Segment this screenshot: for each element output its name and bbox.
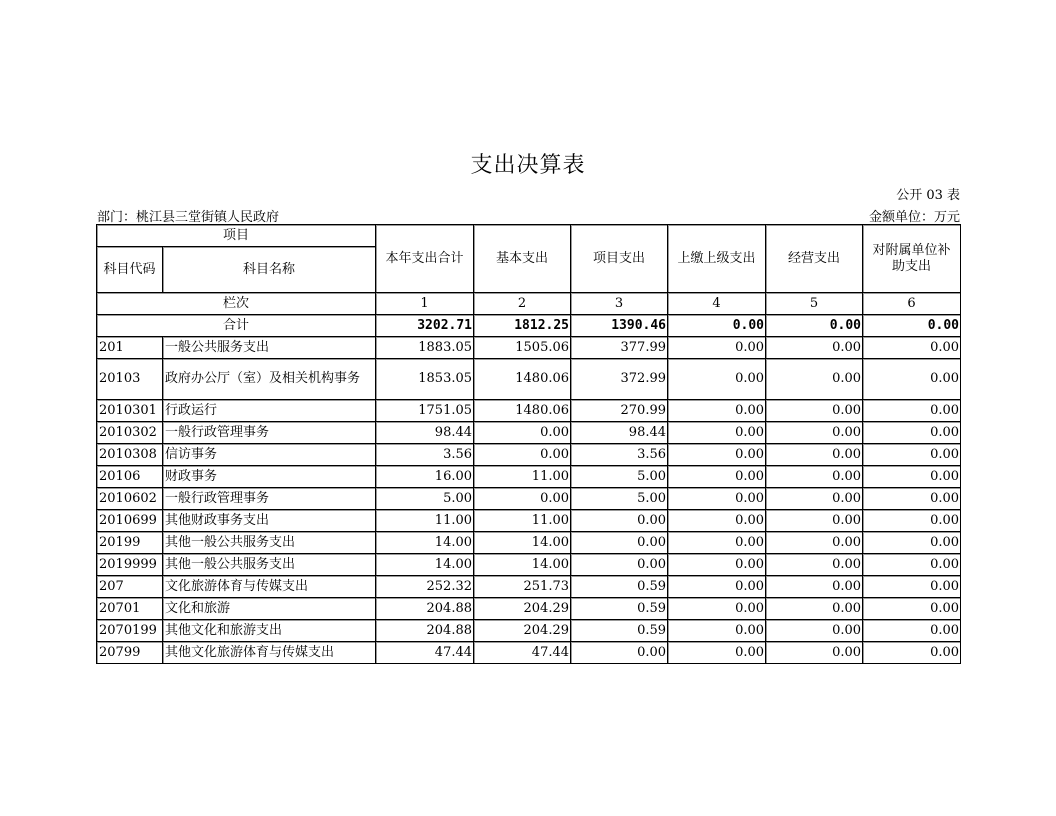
amount-cell: 0.00 bbox=[668, 598, 766, 620]
header-col-2: 基本支出 bbox=[474, 225, 571, 293]
amount-cell: 0.00 bbox=[571, 554, 668, 576]
amount-cell: 0.00 bbox=[766, 642, 863, 664]
department-label: 部门：桃江县三堂街镇人民政府 bbox=[97, 210, 280, 225]
subject-code: 2010308 bbox=[97, 444, 163, 466]
table-row bbox=[97, 359, 961, 400]
subject-code: 2010302 bbox=[97, 422, 163, 444]
amount-cell: 0.00 bbox=[668, 510, 766, 532]
amount-cell: 0.00 bbox=[668, 337, 766, 359]
amount-cell: 0.00 bbox=[863, 444, 961, 466]
subject-code: 2019999 bbox=[97, 554, 163, 576]
header-col-3: 项目支出 bbox=[571, 225, 668, 293]
lanci-5: 5 bbox=[766, 293, 863, 315]
total-value: 0.00 bbox=[766, 315, 863, 337]
amount-cell: 0.00 bbox=[668, 422, 766, 444]
subject-code: 20106 bbox=[97, 466, 163, 488]
subject-name: 财政事务 bbox=[163, 466, 376, 488]
amount-cell: 0.00 bbox=[766, 554, 863, 576]
amount-cell: 0.00 bbox=[863, 510, 961, 532]
table-row bbox=[97, 422, 961, 444]
amount-cell: 0.00 bbox=[571, 642, 668, 664]
total-value: 1812.25 bbox=[474, 315, 571, 337]
amount-cell: 0.00 bbox=[863, 337, 961, 359]
amount-cell: 0.00 bbox=[863, 400, 961, 422]
total-value: 0.00 bbox=[863, 315, 961, 337]
subject-name: 其他一般公共服务支出 bbox=[163, 532, 376, 554]
amount-cell: 1751.05 bbox=[376, 400, 474, 422]
total-label: 合计 bbox=[97, 315, 376, 337]
amount-cell: 0.00 bbox=[766, 598, 863, 620]
subject-code: 207 bbox=[97, 576, 163, 598]
amount-cell: 204.88 bbox=[376, 620, 474, 642]
amount-cell: 251.73 bbox=[474, 576, 571, 598]
amount-cell: 98.44 bbox=[376, 422, 474, 444]
table-row bbox=[97, 598, 961, 620]
subject-name: 其他一般公共服务支出 bbox=[163, 554, 376, 576]
amount-cell: 0.00 bbox=[766, 488, 863, 510]
lanci-4: 4 bbox=[668, 293, 766, 315]
subject-code: 20701 bbox=[97, 598, 163, 620]
total-value: 3202.71 bbox=[376, 315, 474, 337]
lanci-label: 栏次 bbox=[97, 293, 376, 315]
amount-cell: 3.56 bbox=[376, 444, 474, 466]
subject-code: 201 bbox=[97, 337, 163, 359]
amount-cell: 0.00 bbox=[668, 532, 766, 554]
amount-cell: 0.00 bbox=[766, 466, 863, 488]
subject-code: 2010301 bbox=[97, 400, 163, 422]
subject-name: 行政运行 bbox=[163, 400, 376, 422]
table-row bbox=[97, 488, 961, 510]
amount-cell: 0.00 bbox=[474, 488, 571, 510]
total-value: 1390.46 bbox=[571, 315, 668, 337]
amount-cell: 0.00 bbox=[766, 510, 863, 532]
amount-cell: 0.00 bbox=[668, 620, 766, 642]
amount-cell: 204.88 bbox=[376, 598, 474, 620]
amount-cell: 14.00 bbox=[474, 532, 571, 554]
total-value: 0.00 bbox=[668, 315, 766, 337]
amount-cell: 0.00 bbox=[863, 466, 961, 488]
amount-cell: 5.00 bbox=[571, 466, 668, 488]
header-col-4: 上缴上级支出 bbox=[668, 225, 766, 293]
header-name: 科目名称 bbox=[163, 247, 376, 293]
subject-name: 政府办公厅（室）及相关机构事务 bbox=[163, 359, 376, 400]
amount-cell: 0.00 bbox=[668, 488, 766, 510]
amount-cell: 0.00 bbox=[863, 620, 961, 642]
header-col-5: 经营支出 bbox=[766, 225, 863, 293]
amount-cell: 16.00 bbox=[376, 466, 474, 488]
amount-cell: 0.00 bbox=[766, 620, 863, 642]
amount-cell: 0.00 bbox=[668, 576, 766, 598]
amount-cell: 0.00 bbox=[863, 598, 961, 620]
amount-cell: 0.00 bbox=[863, 554, 961, 576]
table-row bbox=[97, 554, 961, 576]
amount-cell: 0.00 bbox=[668, 642, 766, 664]
amount-cell: 1883.05 bbox=[376, 337, 474, 359]
amount-cell: 11.00 bbox=[474, 510, 571, 532]
table-row bbox=[97, 620, 961, 642]
total-row bbox=[97, 315, 961, 337]
amount-cell: 0.00 bbox=[668, 444, 766, 466]
amount-cell: 0.00 bbox=[766, 337, 863, 359]
amount-cell: 252.32 bbox=[376, 576, 474, 598]
amount-cell: 14.00 bbox=[376, 554, 474, 576]
table-row bbox=[97, 576, 961, 598]
amount-cell: 0.00 bbox=[766, 532, 863, 554]
header-item: 项目 bbox=[97, 225, 376, 247]
amount-cell: 0.00 bbox=[863, 488, 961, 510]
table-row bbox=[97, 532, 961, 554]
subject-name: 其他文化和旅游支出 bbox=[163, 620, 376, 642]
amount-cell: 11.00 bbox=[474, 466, 571, 488]
amount-cell: 5.00 bbox=[571, 488, 668, 510]
amount-cell: 0.00 bbox=[766, 422, 863, 444]
subject-code: 2010602 bbox=[97, 488, 163, 510]
lanci-3: 3 bbox=[571, 293, 668, 315]
header-col-1: 本年支出合计 bbox=[376, 225, 474, 293]
amount-cell: 0.00 bbox=[766, 400, 863, 422]
subject-code: 20799 bbox=[97, 642, 163, 664]
subject-name: 一般公共服务支出 bbox=[163, 337, 376, 359]
header-code: 科目代码 bbox=[97, 247, 163, 293]
amount-cell: 0.00 bbox=[474, 422, 571, 444]
amount-cell: 14.00 bbox=[376, 532, 474, 554]
amount-cell: 47.44 bbox=[474, 642, 571, 664]
table-row bbox=[97, 400, 961, 422]
amount-cell: 204.29 bbox=[474, 598, 571, 620]
amount-cell: 5.00 bbox=[376, 488, 474, 510]
amount-cell: 204.29 bbox=[474, 620, 571, 642]
amount-cell: 0.00 bbox=[474, 444, 571, 466]
amount-cell: 98.44 bbox=[571, 422, 668, 444]
amount-cell: 0.00 bbox=[863, 532, 961, 554]
amount-cell: 0.00 bbox=[766, 444, 863, 466]
amount-cell: 270.99 bbox=[571, 400, 668, 422]
amount-cell: 1480.06 bbox=[474, 400, 571, 422]
amount-cell: 0.59 bbox=[571, 598, 668, 620]
subject-code: 2010699 bbox=[97, 510, 163, 532]
amount-cell: 0.00 bbox=[668, 554, 766, 576]
amount-cell: 0.00 bbox=[766, 576, 863, 598]
subject-name: 文化和旅游 bbox=[163, 598, 376, 620]
subject-code: 20103 bbox=[97, 359, 163, 400]
table-row bbox=[97, 337, 961, 359]
expenditure-table bbox=[96, 224, 961, 664]
lanci-6: 6 bbox=[863, 293, 961, 315]
amount-cell: 377.99 bbox=[571, 337, 668, 359]
amount-cell: 372.99 bbox=[571, 359, 668, 400]
subject-code: 20199 bbox=[97, 532, 163, 554]
amount-cell: 3.56 bbox=[571, 444, 668, 466]
amount-cell: 0.00 bbox=[863, 576, 961, 598]
subject-name: 其他财政事务支出 bbox=[163, 510, 376, 532]
amount-cell: 0.00 bbox=[668, 400, 766, 422]
amount-cell: 0.00 bbox=[766, 359, 863, 400]
amount-cell: 0.59 bbox=[571, 576, 668, 598]
amount-cell: 0.00 bbox=[668, 466, 766, 488]
table-row bbox=[97, 444, 961, 466]
amount-cell: 1480.06 bbox=[474, 359, 571, 400]
subject-name: 文化旅游体育与传媒支出 bbox=[163, 576, 376, 598]
amount-cell: 0.00 bbox=[571, 510, 668, 532]
amount-cell: 1853.05 bbox=[376, 359, 474, 400]
form-number: 公开 03 表 bbox=[896, 188, 960, 203]
subject-name: 其他文化旅游体育与传媒支出 bbox=[163, 642, 376, 664]
subject-name: 信访事务 bbox=[163, 444, 376, 466]
subject-code: 2070199 bbox=[97, 620, 163, 642]
subject-name: 一般行政管理事务 bbox=[163, 422, 376, 444]
amount-cell: 0.00 bbox=[863, 359, 961, 400]
lanci-2: 2 bbox=[474, 293, 571, 315]
page-title: 支出决算表 bbox=[470, 153, 586, 178]
amount-cell: 47.44 bbox=[376, 642, 474, 664]
amount-cell: 14.00 bbox=[474, 554, 571, 576]
table-row bbox=[97, 466, 961, 488]
amount-cell: 0.00 bbox=[863, 642, 961, 664]
amount-cell: 0.00 bbox=[863, 422, 961, 444]
amount-cell: 11.00 bbox=[376, 510, 474, 532]
subject-name: 一般行政管理事务 bbox=[163, 488, 376, 510]
header-col-6: 对附属单位补助支出 bbox=[863, 225, 961, 293]
amount-cell: 0.00 bbox=[668, 359, 766, 400]
lanci-1: 1 bbox=[376, 293, 474, 315]
table-row bbox=[97, 510, 961, 532]
amount-cell: 1505.06 bbox=[474, 337, 571, 359]
table-row bbox=[97, 642, 961, 664]
amount-cell: 0.00 bbox=[571, 532, 668, 554]
amount-unit-label: 金额单位：万元 bbox=[868, 210, 960, 225]
amount-cell: 0.59 bbox=[571, 620, 668, 642]
